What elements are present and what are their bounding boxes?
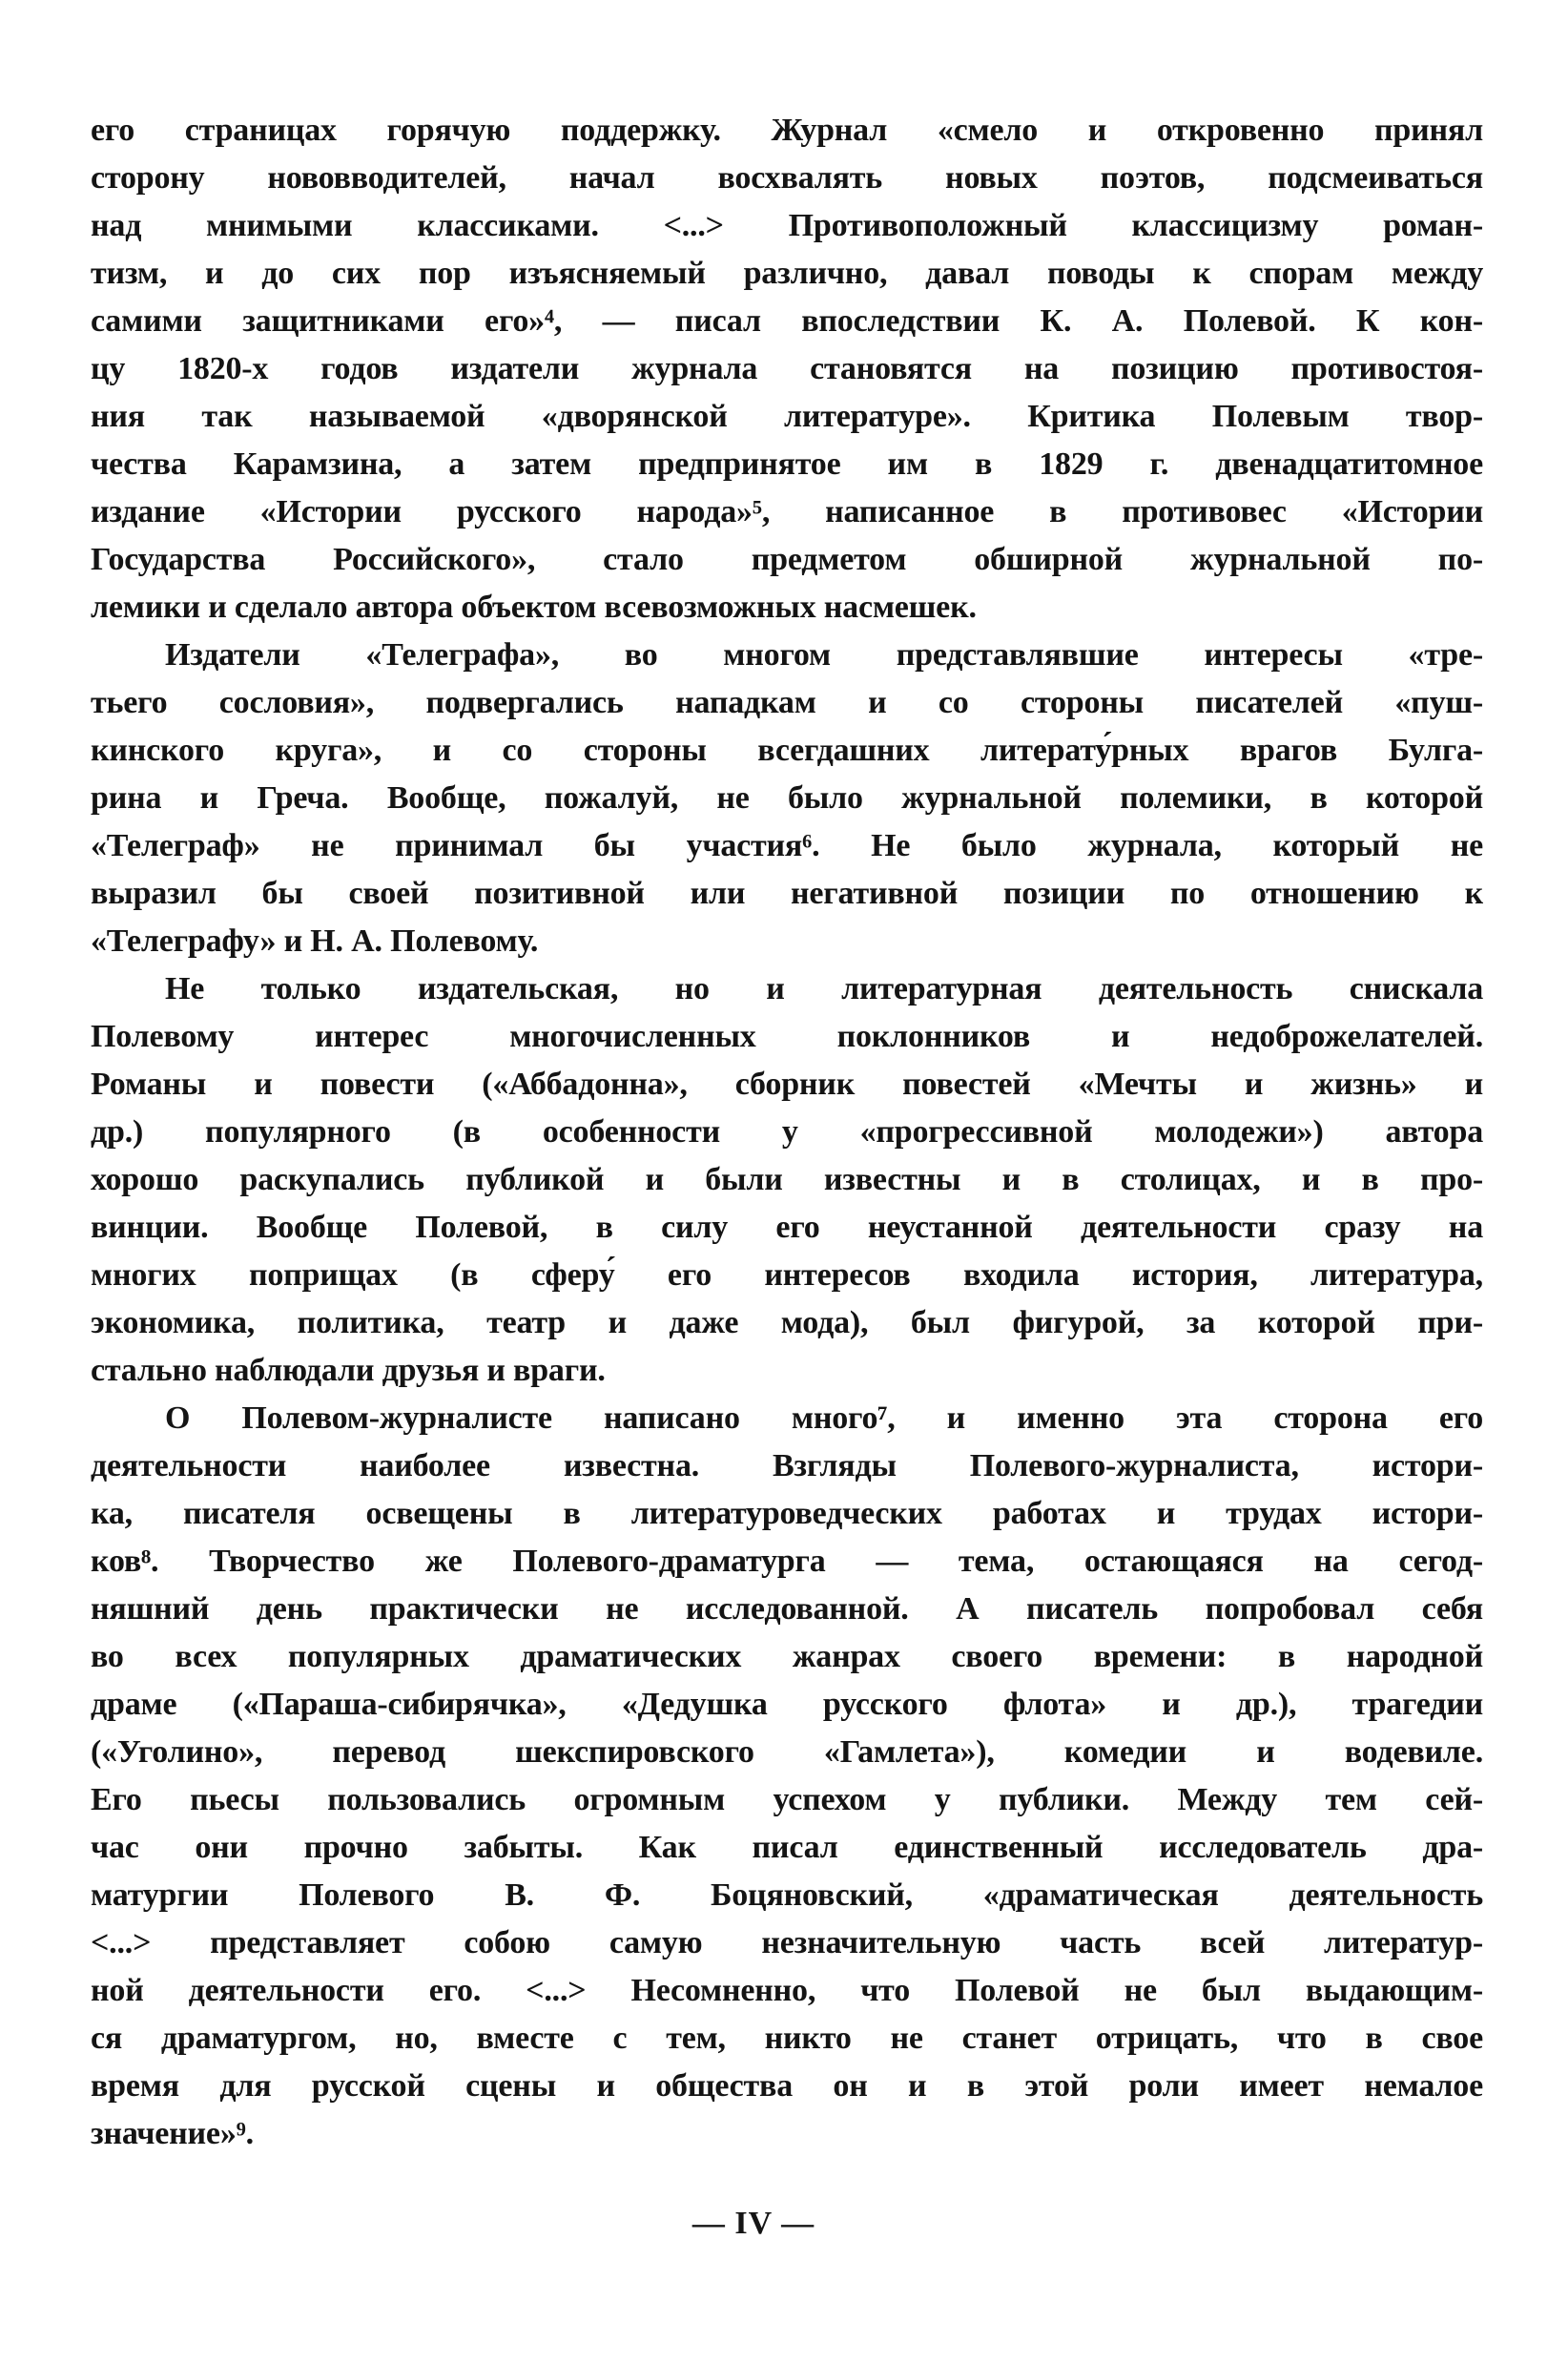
text-line: рина и Греча. Вообще, пожалуй, не было журнальной полемики, в которой <box>91 780 1483 816</box>
text-line: стально наблюдали друзья и враги. <box>91 1353 606 1388</box>
text-line: О Полевом-журналисте написано много⁷, и именно эта сторона его <box>165 1400 1483 1436</box>
text-line: самими защитниками его»⁴, — писал впоследствии К. А. Полевой. К кон- <box>91 303 1483 339</box>
text-line: ния так называемой «дворянской литературе». Критика Полевым твор- <box>91 399 1483 434</box>
text-line: кинского круга», и со стороны всегдашних литерату́рных врагов Булга- <box>91 733 1483 768</box>
text-line: тьего сословия», подвергались нападкам и со стороны писателей «пуш- <box>91 685 1483 720</box>
text-line: Издатели «Телеграфа», во многом представлявшие интересы «тре- <box>165 637 1483 673</box>
text-line: «Телеграф» не принимал бы участия⁶. Не было журнала, который не <box>91 828 1483 863</box>
text-line: над мнимыми классиками. <...> Противоположный классицизму роман- <box>91 208 1483 243</box>
text-line: чества Карамзина, а затем предпринятое им в 1829 г. двенадцатитомное <box>91 446 1483 482</box>
text-line: ной деятельности его. <...> Несомненно, что Полевой не был выдающим- <box>91 1973 1483 2008</box>
page-number: — IV — <box>691 2206 815 2241</box>
text-line: издание «Истории русского народа»⁵, написанное в противовес «Истории <box>91 494 1483 529</box>
text-line: деятельности наиболее известна. Взгляды Полевого-журналиста, истори- <box>91 1448 1483 1483</box>
text-line: драме («Параша-сибирячка», «Дедушка русского флота» и др.), трагедии <box>91 1687 1483 1722</box>
text-line: ся драматургом, но, вместе с тем, никто не станет отрицать, что в свое <box>91 2021 1483 2056</box>
text-line: экономика, политика, театр и даже мода), был фигурой, за которой при- <box>91 1305 1483 1340</box>
text-line: Государства Российского», стало предметом обширной журнальной по- <box>91 542 1483 577</box>
text-line: др.) популярного (в особенности у «прогрессивной молодежи») автора <box>91 1114 1483 1150</box>
text-line: Романы и повести («Аббадонна», сборник повестей «Мечты и жизнь» и <box>91 1067 1483 1102</box>
text-line: («Уголино», перевод шекспировского «Гамлета»), комедии и водевиле. <box>91 1734 1483 1770</box>
text-line: выразил бы своей позитивной или негативной позиции по отношению к <box>91 876 1483 911</box>
text-line: многих поприщах (в сферу́ его интересов входила история, литература, <box>91 1257 1483 1293</box>
text-line: матургии Полевого В. Ф. Боцяновский, «драматическая деятельность <box>91 1877 1483 1913</box>
text-line: «Телеграфу» и Н. А. Полевому. <box>91 923 539 959</box>
text-line: время для русской сцены и общества он и в этой роли имеет немалое <box>91 2068 1483 2104</box>
text-line: цу 1820-х годов издатели журнала становятся на позицию противостоя- <box>91 351 1483 386</box>
text-line: хорошо раскупались публикой и были известны и в столицах, и в про- <box>91 1162 1483 1197</box>
text-line: час они прочно забыты. Как писал единственный исследователь дра- <box>91 1830 1483 1865</box>
text-line: ков⁸. Творчество же Полевого-драматурга — тема, остающаяся на сегод- <box>91 1544 1483 1579</box>
text-line: <...> представляет собою самую незначительную часть всей литератур- <box>91 1925 1483 1960</box>
text-line: его страницах горячую поддержку. Журнал «смело и откровенно принял <box>91 113 1483 148</box>
text-line: значение»⁹. <box>91 2116 254 2151</box>
text-line: Полевому интерес многочисленных поклонников и недоброжелателей. <box>91 1019 1483 1054</box>
text-line: Его пьесы пользовались огромным успехом у публики. Между тем сей- <box>91 1782 1483 1817</box>
text-line: тизм, и до сих пор изъясняемый различно, давал поводы к спорам между <box>91 256 1483 291</box>
text-line: во всех популярных драматических жанрах своего времени: в народной <box>91 1639 1483 1674</box>
text-line: лемики и сделало автора объектом всевозможных насмешек. <box>91 590 977 625</box>
text-line: сторону нововводителей, начал восхвалять новых поэтов, подсмеиваться <box>91 160 1483 196</box>
text-line: винции. Вообще Полевой, в силу его неустанной деятельности сразу на <box>91 1210 1483 1245</box>
text-line: няшний день практически не исследованной. А писатель попробовал себя <box>91 1591 1483 1627</box>
page-text-block <box>91 107 1483 2158</box>
text-line: Не только издательская, но и литературная деятельность снискала <box>165 971 1483 1006</box>
text-line: ка, писателя освещены в литературоведческих работах и трудах истори- <box>91 1496 1483 1531</box>
